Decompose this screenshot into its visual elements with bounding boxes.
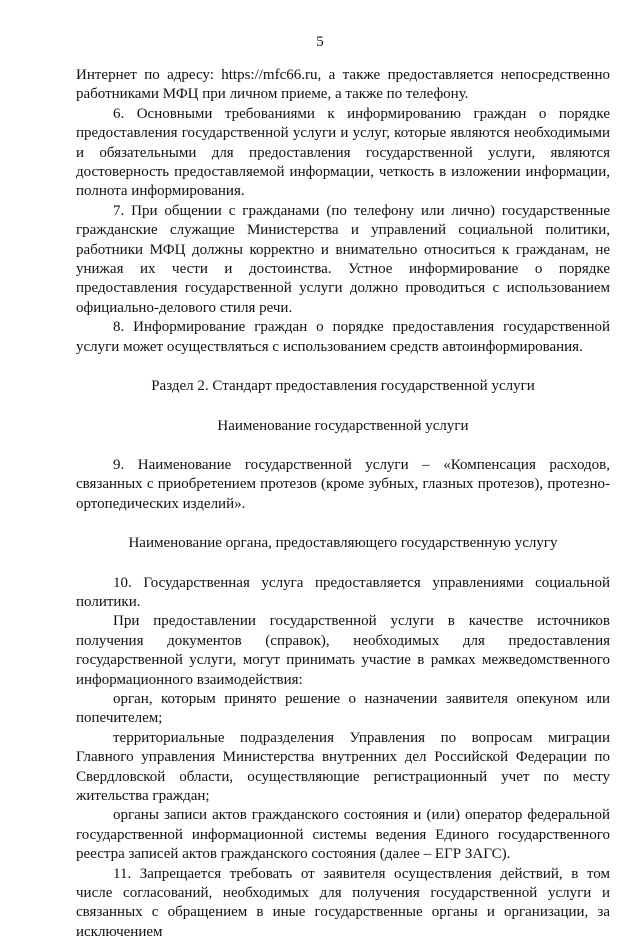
- paragraph-continuation: Интернет по адресу: https://mfc66.ru, а также предоставляется непосредственно работниками МФЦ при личном приеме, а также по телефону.: [76, 67, 610, 103]
- list-item: орган, которым принято решение о назначении заявителя опекуном или попечителем;: [76, 690, 610, 727]
- paragraph-6: 6. Основными требованиями к информированию граждан о порядке предоставления государственной услуги и услуг, которые являются необходимыми и обязательными для предоставления государственной услуги, являются достоверность предоставляемой информации, четкость в изложении информации, полнота информирования.: [76, 105, 610, 200]
- paragraph-10-sources: При предоставлении государственной услуги в качестве источников получения документов (справок), необходимых для предоставления государственной услуги, могут принимать участие в рамках межведомственного информационного взаимодействия:: [76, 613, 610, 688]
- paragraph-7: 7. При общении с гражданами (по телефону или лично) государственные гражданские служащие Министерства и управлений социальной политики, работники МФЦ должны корректно и внимательно относиться к гражданам, не унижая их чести и достоинства. Устное информирование о порядке предоставления государственной услуги должно проводиться с использованием официально-делового стиля речи.: [76, 202, 610, 316]
- subheading-authority: Наименование органа, предоставляющего государственную услугу: [128, 535, 558, 552]
- page-number: 5: [316, 34, 324, 50]
- paragraph-11: 11. Запрещается требовать от заявителя осуществления действий, в том числе согласований, необходимых для получения государственной услуги и связанных с обращением в иные государственные органы и организации, за исключением: [76, 865, 610, 940]
- paragraph-9: 9. Наименование государственной услуги – «Компенсация расходов, связанных с приобретением протезов (кроме зубных, глазных протезов), протезно-ортопедических изделий».: [76, 456, 610, 512]
- document-body: [76, 66, 610, 942]
- subheading-service-name: Наименование государственной услуги: [217, 417, 469, 434]
- list-item: территориальные подразделения Управления по вопросам миграции Главного управления Министерства внутренних дел Российской Федерации по Свердловской области, осуществляющие регистрационный учет по месту жительства граждан;: [76, 729, 610, 804]
- paragraph-10: 10. Государственная услуга предоставляется управлениями социальной политики.: [76, 574, 610, 610]
- section-heading: Раздел 2. Стандарт предоставления государственной услуги: [151, 378, 535, 395]
- list-item: органы записи актов гражданского состояния и (или) оператор федеральной государственной информационной системы ведения Единого государственного реестра записей актов гражданского состояния (далее – ЕГР ЗАГС).: [76, 807, 610, 863]
- paragraph-8: 8. Информирование граждан о порядке предоставления государственной услуги может осуществляться с использованием средств автоинформирования.: [76, 319, 610, 355]
